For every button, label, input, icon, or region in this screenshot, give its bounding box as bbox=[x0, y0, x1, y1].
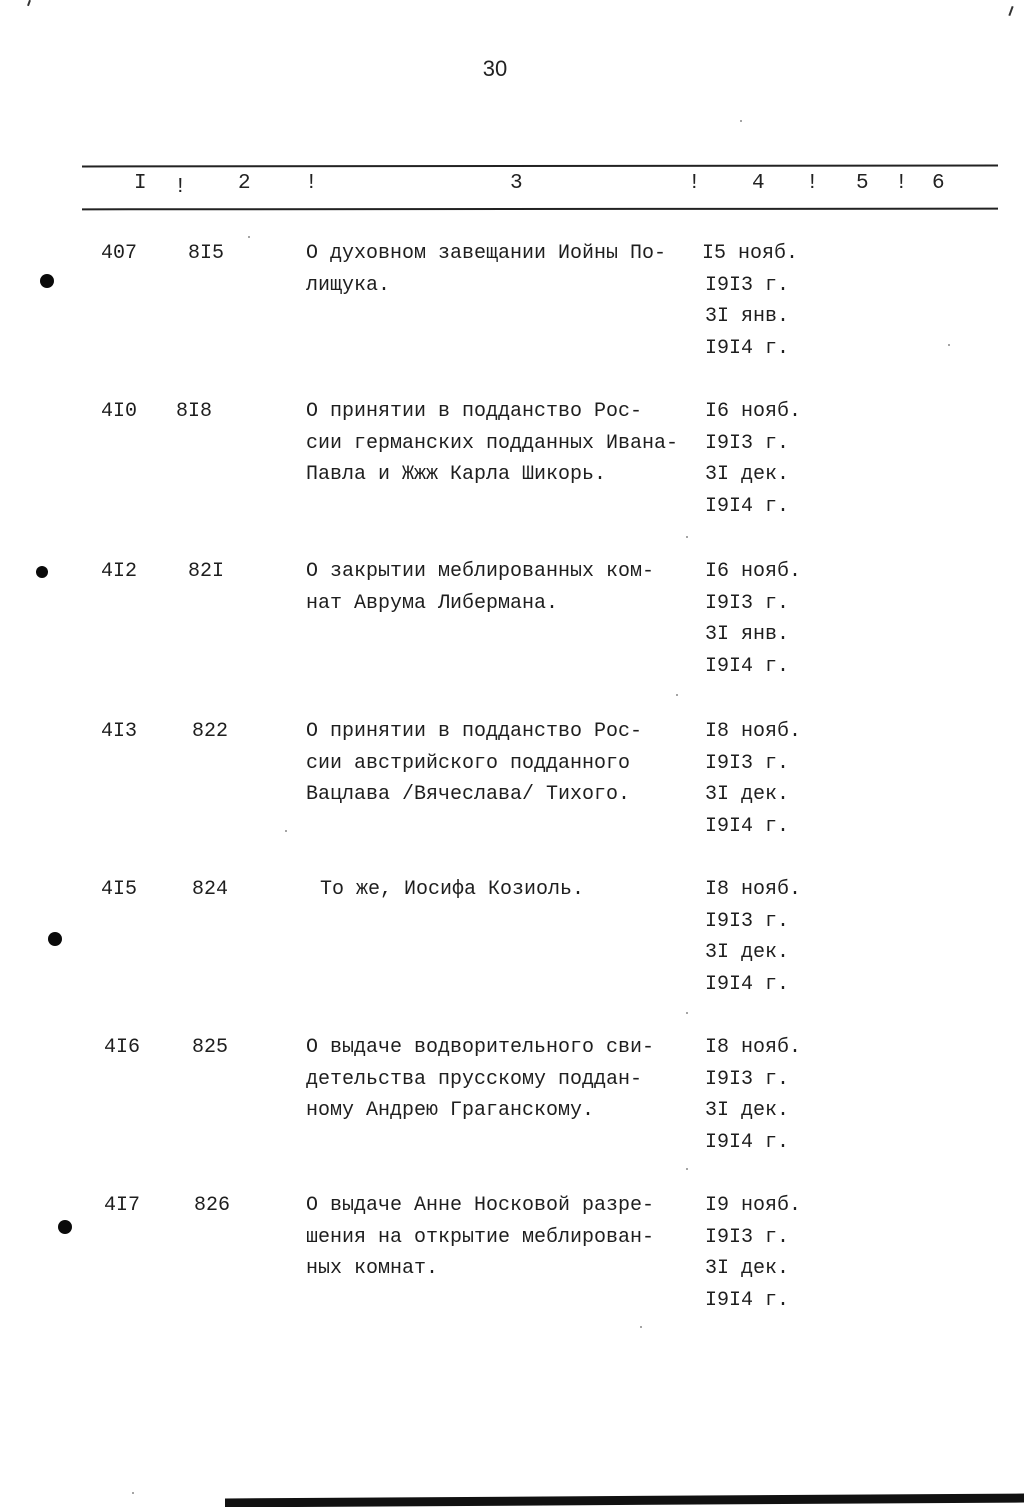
column-header-2: 2 bbox=[238, 172, 251, 195]
page-number: 30 bbox=[482, 56, 508, 81]
scan-speck bbox=[285, 830, 287, 832]
column-separator: ! bbox=[174, 176, 187, 199]
description-line: О закрытии меблированных ком- bbox=[306, 560, 655, 583]
scan-speck bbox=[248, 236, 250, 238]
entry-dates bbox=[702, 238, 799, 364]
date-line: I5 нояб. bbox=[702, 242, 799, 265]
date-line: I9I4 г. bbox=[705, 654, 790, 678]
scan-mark bbox=[27, 0, 31, 6]
column-header-4: 4 bbox=[752, 172, 765, 195]
entry-description bbox=[306, 716, 706, 811]
description-line: О принятии в подданство Рос- bbox=[306, 720, 643, 743]
column-separator: ! bbox=[305, 172, 318, 195]
description-line: шения на открытие меблирован- bbox=[306, 1225, 655, 1249]
description-line: Вацлава /Вячеслава/ Тихого. bbox=[306, 783, 631, 806]
column-header-5: 5 bbox=[856, 172, 869, 195]
description-line: О духовном завещании Иойны По- bbox=[306, 242, 667, 265]
date-line: I9I3 г. bbox=[705, 1225, 790, 1249]
date-line: I9I3 г. bbox=[705, 431, 790, 455]
scan-speck bbox=[132, 1492, 134, 1494]
date-line: I9I3 г. bbox=[705, 909, 790, 933]
column-header-1: I bbox=[134, 172, 147, 195]
date-line: 3I янв. bbox=[705, 623, 790, 646]
entry-description bbox=[306, 1032, 706, 1127]
date-line: 3I дек. bbox=[705, 941, 790, 964]
scan-speck bbox=[948, 344, 950, 346]
date-line: 3I дек. bbox=[705, 463, 790, 486]
scan-speck bbox=[686, 536, 688, 538]
description-line: нат Аврума Либермана. bbox=[306, 591, 559, 615]
description-line: О выдаче водворительного сви- bbox=[306, 1036, 655, 1059]
entry-dates bbox=[705, 874, 801, 1000]
column-separator: ! bbox=[806, 172, 819, 195]
description-line: То же, Иосифа Козиоль. bbox=[320, 878, 585, 901]
scan-speck bbox=[686, 1012, 688, 1014]
entry-number: 4I5 bbox=[101, 878, 138, 901]
date-line: I9 нояб. bbox=[705, 1194, 802, 1217]
entry-number: 4I7 bbox=[104, 1194, 141, 1217]
entry-number: 4I3 bbox=[101, 720, 138, 743]
description-line: сии австрийского подданного bbox=[306, 751, 631, 775]
scan-speck bbox=[740, 120, 742, 122]
column-separator: ! bbox=[895, 172, 908, 195]
date-line: I8 нояб. bbox=[705, 878, 802, 901]
date-line: I6 нояб. bbox=[705, 400, 802, 423]
date-line: 3I дек. bbox=[705, 1099, 790, 1122]
date-line: I9I4 г. bbox=[705, 814, 790, 838]
date-line: I9I4 г. bbox=[705, 1288, 790, 1312]
entry-description bbox=[306, 1190, 706, 1285]
file-number: 822 bbox=[192, 720, 229, 743]
entry-dates bbox=[705, 716, 801, 842]
entry-dates bbox=[705, 1190, 801, 1316]
entry-number: 407 bbox=[101, 242, 138, 265]
file-number: 82I bbox=[188, 560, 225, 583]
column-header-3: 3 bbox=[510, 172, 523, 195]
file-number: 8I5 bbox=[188, 242, 225, 265]
date-line: 3I дек. bbox=[705, 783, 790, 806]
description-line: О выдаче Анне Носковой разре- bbox=[306, 1194, 655, 1217]
date-line: I9I4 г. bbox=[705, 494, 790, 518]
date-line: I9I4 г. bbox=[705, 1130, 790, 1154]
entry-description bbox=[306, 238, 706, 301]
header-bottom-rule bbox=[82, 208, 998, 211]
header-top-rule bbox=[82, 165, 998, 168]
punch-hole-icon bbox=[40, 274, 54, 288]
file-number: 826 bbox=[194, 1194, 231, 1217]
scan-speck bbox=[640, 1326, 642, 1328]
entry-dates bbox=[705, 396, 801, 522]
file-number: 8I8 bbox=[176, 400, 213, 423]
date-line: I9I4 г. bbox=[705, 972, 790, 996]
date-line: I9I3 г. bbox=[705, 591, 790, 615]
file-number: 824 bbox=[192, 878, 229, 901]
date-line: I9I3 г. bbox=[705, 751, 790, 775]
description-line: ному Андрею Граганскому. bbox=[306, 1099, 595, 1122]
description-line: Павла и Жжж Карла Шикорь. bbox=[306, 463, 607, 486]
entry-number: 4I2 bbox=[101, 560, 138, 583]
entry-number: 4I6 bbox=[104, 1036, 141, 1059]
description-line: лищука. bbox=[306, 273, 391, 297]
entry-description bbox=[320, 874, 720, 906]
scan-mark bbox=[1008, 6, 1013, 16]
date-line: I8 нояб. bbox=[705, 1036, 802, 1059]
date-line: 3I дек. bbox=[705, 1257, 790, 1280]
column-header-row bbox=[0, 172, 1024, 202]
date-line: I6 нояб. bbox=[705, 560, 802, 583]
column-header-6: 6 bbox=[932, 172, 945, 195]
description-line: сии германских подданных Ивана- bbox=[306, 431, 679, 455]
entry-number: 4I0 bbox=[101, 400, 138, 423]
column-separator: ! bbox=[688, 172, 701, 195]
entry-dates bbox=[705, 1032, 801, 1158]
entry-description bbox=[306, 396, 706, 491]
punch-hole-icon bbox=[36, 566, 48, 578]
date-line: I9I3 г. bbox=[705, 1067, 790, 1091]
entry-description bbox=[306, 556, 706, 619]
file-number: 825 bbox=[192, 1036, 229, 1059]
entry-dates bbox=[705, 556, 801, 682]
description-line: ных комнат. bbox=[306, 1257, 439, 1280]
date-line: I8 нояб. bbox=[705, 720, 802, 743]
date-line: I9I4 г. bbox=[705, 336, 790, 360]
date-line: I9I3 г. bbox=[705, 273, 790, 297]
scan-speck bbox=[686, 1168, 688, 1170]
scan-speck bbox=[676, 694, 678, 696]
punch-hole-icon bbox=[58, 1220, 72, 1234]
punch-hole-icon bbox=[48, 932, 62, 946]
description-line: О принятии в подданство Рос- bbox=[306, 400, 643, 423]
date-line: 3I янв. bbox=[705, 305, 790, 328]
description-line: детельства прусскому поддан- bbox=[306, 1067, 643, 1091]
